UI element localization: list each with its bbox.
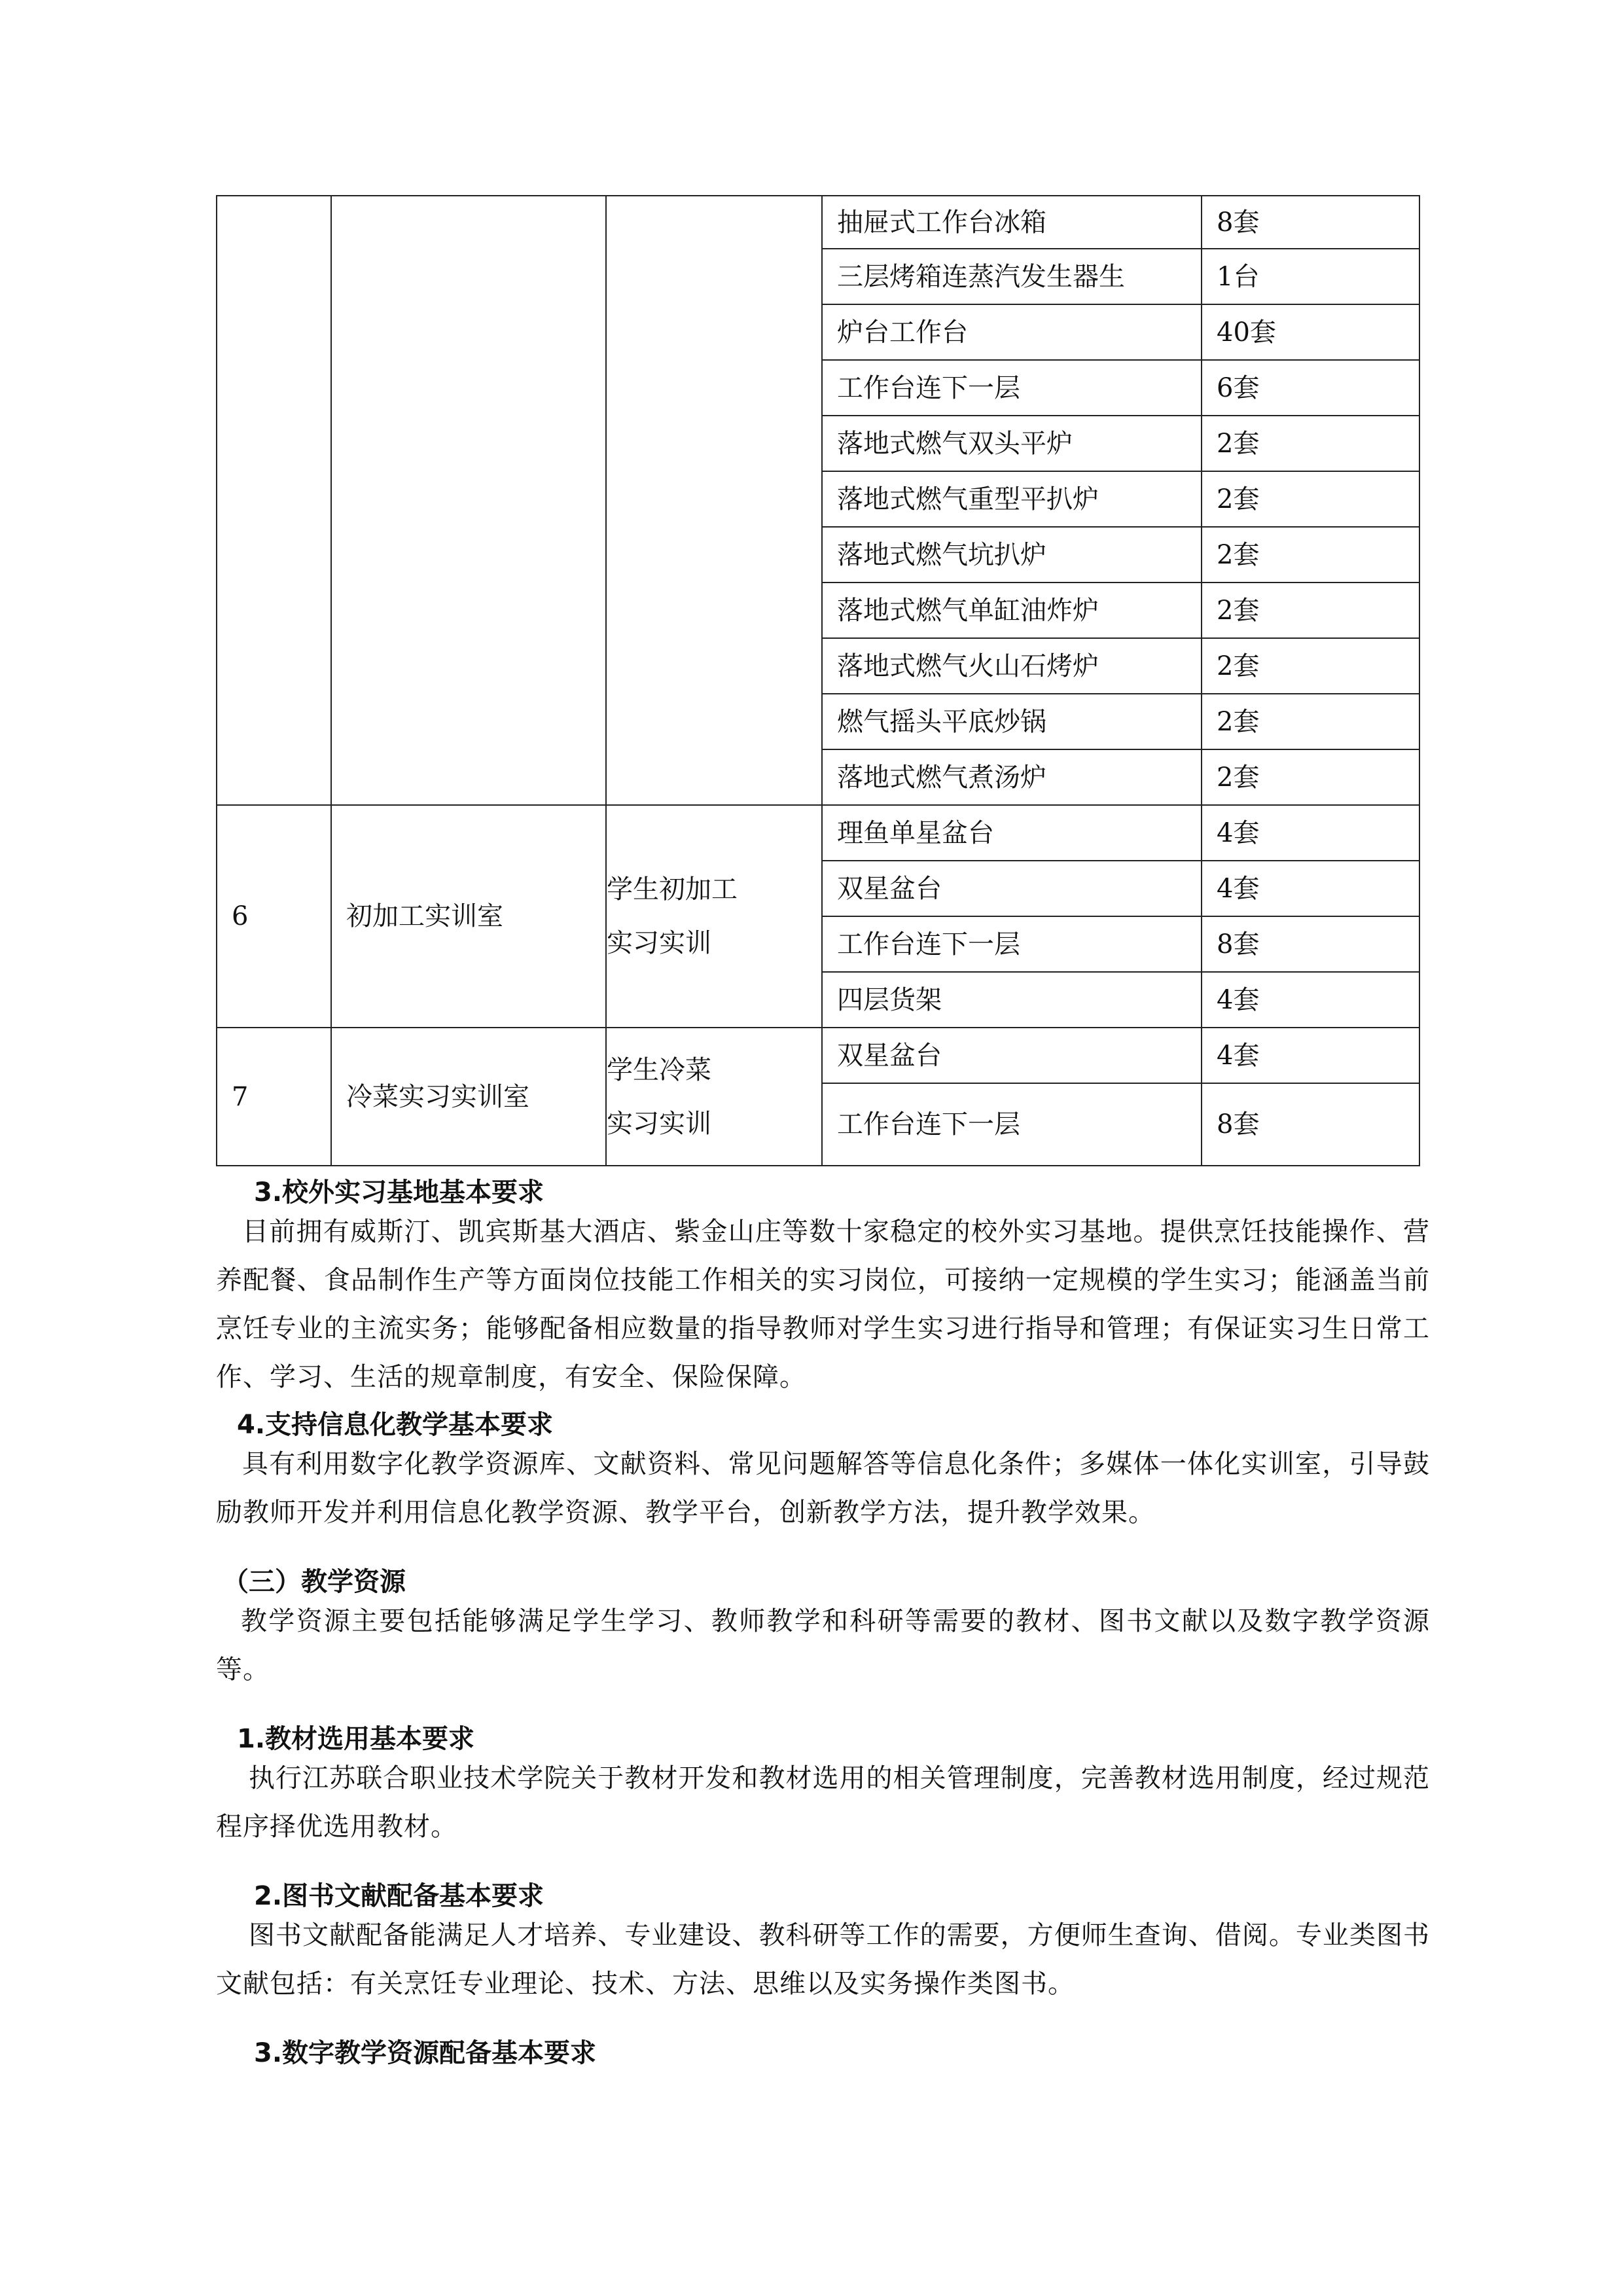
item-cell: 炉台工作台 [822,304,1202,360]
num-cell-empty [217,196,331,805]
table-row [217,805,1419,861]
purpose-line: 实习实训 [607,928,711,958]
qty-cell: 2套 [1202,471,1419,527]
section-heading: 3.校外实习基地基本要求 [254,1177,544,1208]
room-number: 7 [217,1028,331,1166]
purpose-line: 学生冷菜 [607,1054,711,1085]
qty-cell: 40套 [1202,304,1419,360]
qty-cell: 4套 [1202,1028,1419,1083]
qty-cell: 2套 [1202,416,1419,471]
purpose-cell-empty [606,196,822,805]
item-cell: 落地式燃气单缸油炸炉 [822,583,1202,638]
qty-cell: 4套 [1202,805,1419,861]
qty-cell: 2套 [1202,583,1419,638]
qty-cell: 2套 [1202,694,1419,749]
item-cell: 三层烤箱连蒸汽发生器生 [822,249,1202,304]
paragraph: 教学资源主要包括能够满足学生学习、教师教学和科研等需要的教材、图书文献以及数字教学资源等。 [216,1606,1430,1685]
item-cell: 四层货架 [822,972,1202,1028]
purpose-line: 学生初加工 [607,874,738,905]
item-cell: 落地式燃气重型平扒炉 [822,471,1202,527]
item-cell: 工作台连下一层 [822,1083,1202,1166]
room-number: 6 [217,805,331,1028]
table-row [217,1028,1419,1083]
paragraph: 目前拥有威斯汀、凯宾斯基大酒店、紫金山庄等数十家稳定的校外实习基地。提供烹饪技能操作、营养配餐、食品制作生产等方面岗位技能工作相关的实习岗位，可接纳一定规模的学生实习；能涵盖当前烹饪专业的主流实务；能够配备相应数量的指导教师对学生实习进行指导和管理；有保证实习生日常工作、学习、生活的规章制度，有安全、保险保障。 [216,1217,1430,1392]
purpose-line: 实习实训 [607,1108,711,1139]
qty-cell: 4套 [1202,861,1419,916]
qty-cell: 2套 [1202,638,1419,694]
qty-cell: 4套 [1202,972,1419,1028]
qty-cell: 8套 [1202,916,1419,972]
paragraph: 具有利用数字化教学资源库、文献资料、常见问题解答等信息化条件；多媒体一体化实训室，引导鼓励教师开发并利用信息化教学资源、教学平台，创新教学方法，提升教学效果。 [216,1449,1430,1528]
item-cell: 理鱼单星盆台 [822,805,1202,861]
section-heading: 1.教材选用基本要求 [237,1724,475,1754]
item-cell: 双星盆台 [822,861,1202,916]
paragraph: 图书文献配备能满足人才培养、专业建设、教科研等工作的需要，方便师生查询、借阅。专业类图书文献包括：有关烹饪专业理论、技术、方法、思维以及实务操作类图书。 [216,1920,1430,1999]
table-row [217,196,1419,249]
item-cell: 工作台连下一层 [822,916,1202,972]
qty-cell: 8套 [1202,196,1419,249]
item-cell: 落地式燃气火山石烤炉 [822,638,1202,694]
qty-cell: 2套 [1202,527,1419,583]
section-heading: 4.支持信息化教学基本要求 [237,1410,554,1440]
section-heading: （三）教学资源 [223,1567,406,1597]
room-cell-empty [331,196,606,805]
paragraph: 执行江苏联合职业技术学院关于教材开发和教材选用的相关管理制度，完善教材选用制度，经过规范程序择优选用教材。 [216,1763,1430,1842]
qty-cell: 2套 [1202,749,1419,805]
item-cell: 燃气摇头平底炒锅 [822,694,1202,749]
qty-cell: 1台 [1202,249,1419,304]
room-name: 冷菜实习实训室 [331,1028,606,1166]
item-cell: 落地式燃气双头平炉 [822,416,1202,471]
room-purpose [606,1028,822,1166]
item-cell: 落地式燃气坑扒炉 [822,527,1202,583]
item-cell: 抽屉式工作台冰箱 [822,196,1202,249]
room-name: 初加工实训室 [331,805,606,1028]
section-heading: 2.图书文献配备基本要求 [254,1881,544,1911]
item-cell: 工作台连下一层 [822,360,1202,416]
qty-cell: 8套 [1202,1083,1419,1166]
item-cell: 落地式燃气煮汤炉 [822,749,1202,805]
room-purpose [606,805,822,1028]
equipment-table [216,195,1420,1166]
item-cell: 双星盆台 [822,1028,1202,1083]
qty-cell: 6套 [1202,360,1419,416]
section-heading: 3.数字教学资源配备基本要求 [254,2038,597,2068]
